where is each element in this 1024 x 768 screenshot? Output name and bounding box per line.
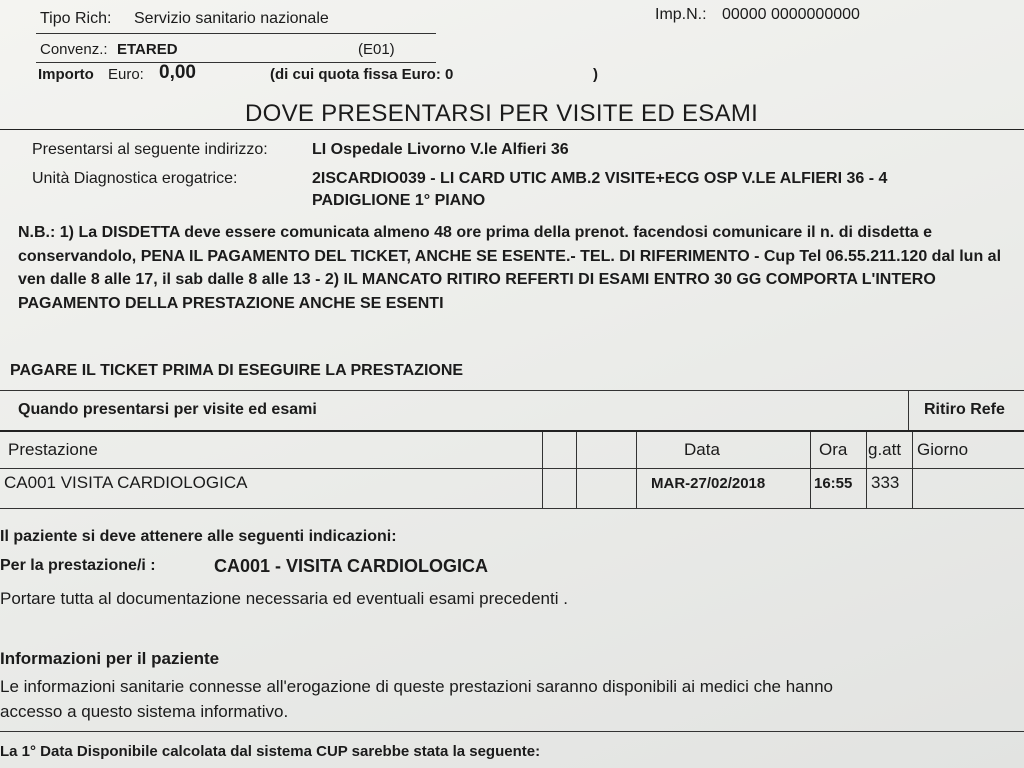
convenz-underline <box>36 62 436 63</box>
prestazione-label: Per la prestazione/i : <box>0 557 156 574</box>
footer-rule <box>0 731 1024 732</box>
col-header-prestazione: Prestazione <box>8 440 98 459</box>
cell-prestazione: CA001 VISITA CARDIOLOGICA <box>4 473 248 492</box>
col-line-d <box>810 432 811 508</box>
euro-label: Euro: <box>108 66 144 83</box>
section-title-rule <box>0 129 1024 130</box>
nb-notice: N.B.: 1) La DISDETTA deve essere comunicata almeno 48 ore prima della prenot. facendosi comunicare il n. di disdetta e conservandolo, PENA IL PAGAMENTO DEL TICKET, ANCHE SE ESENTE.- TEL. DI RIFERIMENTO - Cup Tel 06.55.211.120 dal lun al ven dalle 8 alle 17, il sab dalle 8 alle 13 - 2) IL MANCATO RITIRO REFERTI DI ESAMI ENTRO 30 GG COMPORTA L'INTERO PAGAMENTO DELLA PRESTAZIONE ANCHE SE ESENTI <box>18 224 1002 312</box>
importo-label: Importo <box>38 66 94 83</box>
quota-fissa-text: (di cui quota fissa Euro: 0 <box>270 66 454 83</box>
table-row-top-rule <box>0 468 1024 469</box>
cell-gatt: 333 <box>871 473 900 492</box>
table-section-divider <box>908 390 909 430</box>
col-line-f <box>912 432 913 508</box>
unit-value-line2: PADIGLIONE 1° PIANO <box>312 192 486 209</box>
col-header-gatt: g.att <box>868 440 902 459</box>
unit-value-line1: 2ISCARDIO039 - LI CARD UTIC AMB.2 VISITE+ECG OSP V.LE ALFIERI 36 - 4 <box>312 170 888 187</box>
table-bottom-rule <box>0 508 1024 509</box>
instructions-heading: Il paziente si deve attenere alle seguenti indicazioni: <box>0 528 397 545</box>
col-header-data: Data <box>684 440 720 459</box>
table-top-rule <box>0 390 1024 391</box>
info-heading: Informazioni per il paziente <box>0 649 220 668</box>
convenz-label: Convenz.: <box>40 41 108 58</box>
prestazione-value: CA001 - VISITA CARDIOLOGICA <box>214 556 489 576</box>
footer-text: La 1° Data Disponibile calcolata dal sistema CUP sarebbe stata la seguente: <box>0 743 541 760</box>
col-line-b <box>576 432 577 508</box>
imp-n-label: Imp.N.: <box>655 6 707 23</box>
unit-label: Unità Diagnostica erogatrice: <box>32 170 238 187</box>
table-section-right: Ritiro Refe <box>924 401 1005 418</box>
col-line-e <box>866 432 867 508</box>
col-line-c <box>636 432 637 508</box>
cell-ora: 16:55 <box>814 475 853 492</box>
pay-ticket-notice: PAGARE IL TICKET PRIMA DI ESEGUIRE LA PRESTAZIONE <box>10 362 464 379</box>
table-header-rule <box>0 430 1024 432</box>
tipo-rich-value: Servizio sanitario nazionale <box>134 10 329 27</box>
quota-fissa-close: ) <box>593 66 598 83</box>
col-line-a <box>542 432 543 508</box>
address-value: LI Ospedale Livorno V.le Alfieri 36 <box>312 141 569 158</box>
info-line-1: Le informazioni sanitarie connesse all'erogazione di queste prestazioni saranno disponibili ai medici che hanno <box>0 677 833 696</box>
table-section-left: Quando presentarsi per visite ed esami <box>18 401 317 418</box>
info-line-2: accesso a questo sistema informativo. <box>0 702 289 721</box>
importo-value: 0,00 <box>159 62 196 83</box>
col-header-giorno: Giorno <box>917 440 969 459</box>
imp-n-value: 00000 0000000000 <box>722 6 860 23</box>
instructions-text: Portare tutta al documentazione necessaria ed eventuali esami precedenti . <box>0 589 568 608</box>
convenz-code: (E01) <box>358 41 395 58</box>
section-title: DOVE PRESENTARSI PER VISITE ED ESAMI <box>245 100 759 127</box>
address-label: Presentarsi al seguente indirizzo: <box>32 141 268 158</box>
tipo-underline <box>36 33 436 34</box>
cell-data: MAR-27/02/2018 <box>651 475 766 492</box>
col-header-ora: Ora <box>819 440 848 459</box>
tipo-rich-label: Tipo Rich: <box>40 10 112 27</box>
convenz-value: ETARED <box>117 41 178 58</box>
